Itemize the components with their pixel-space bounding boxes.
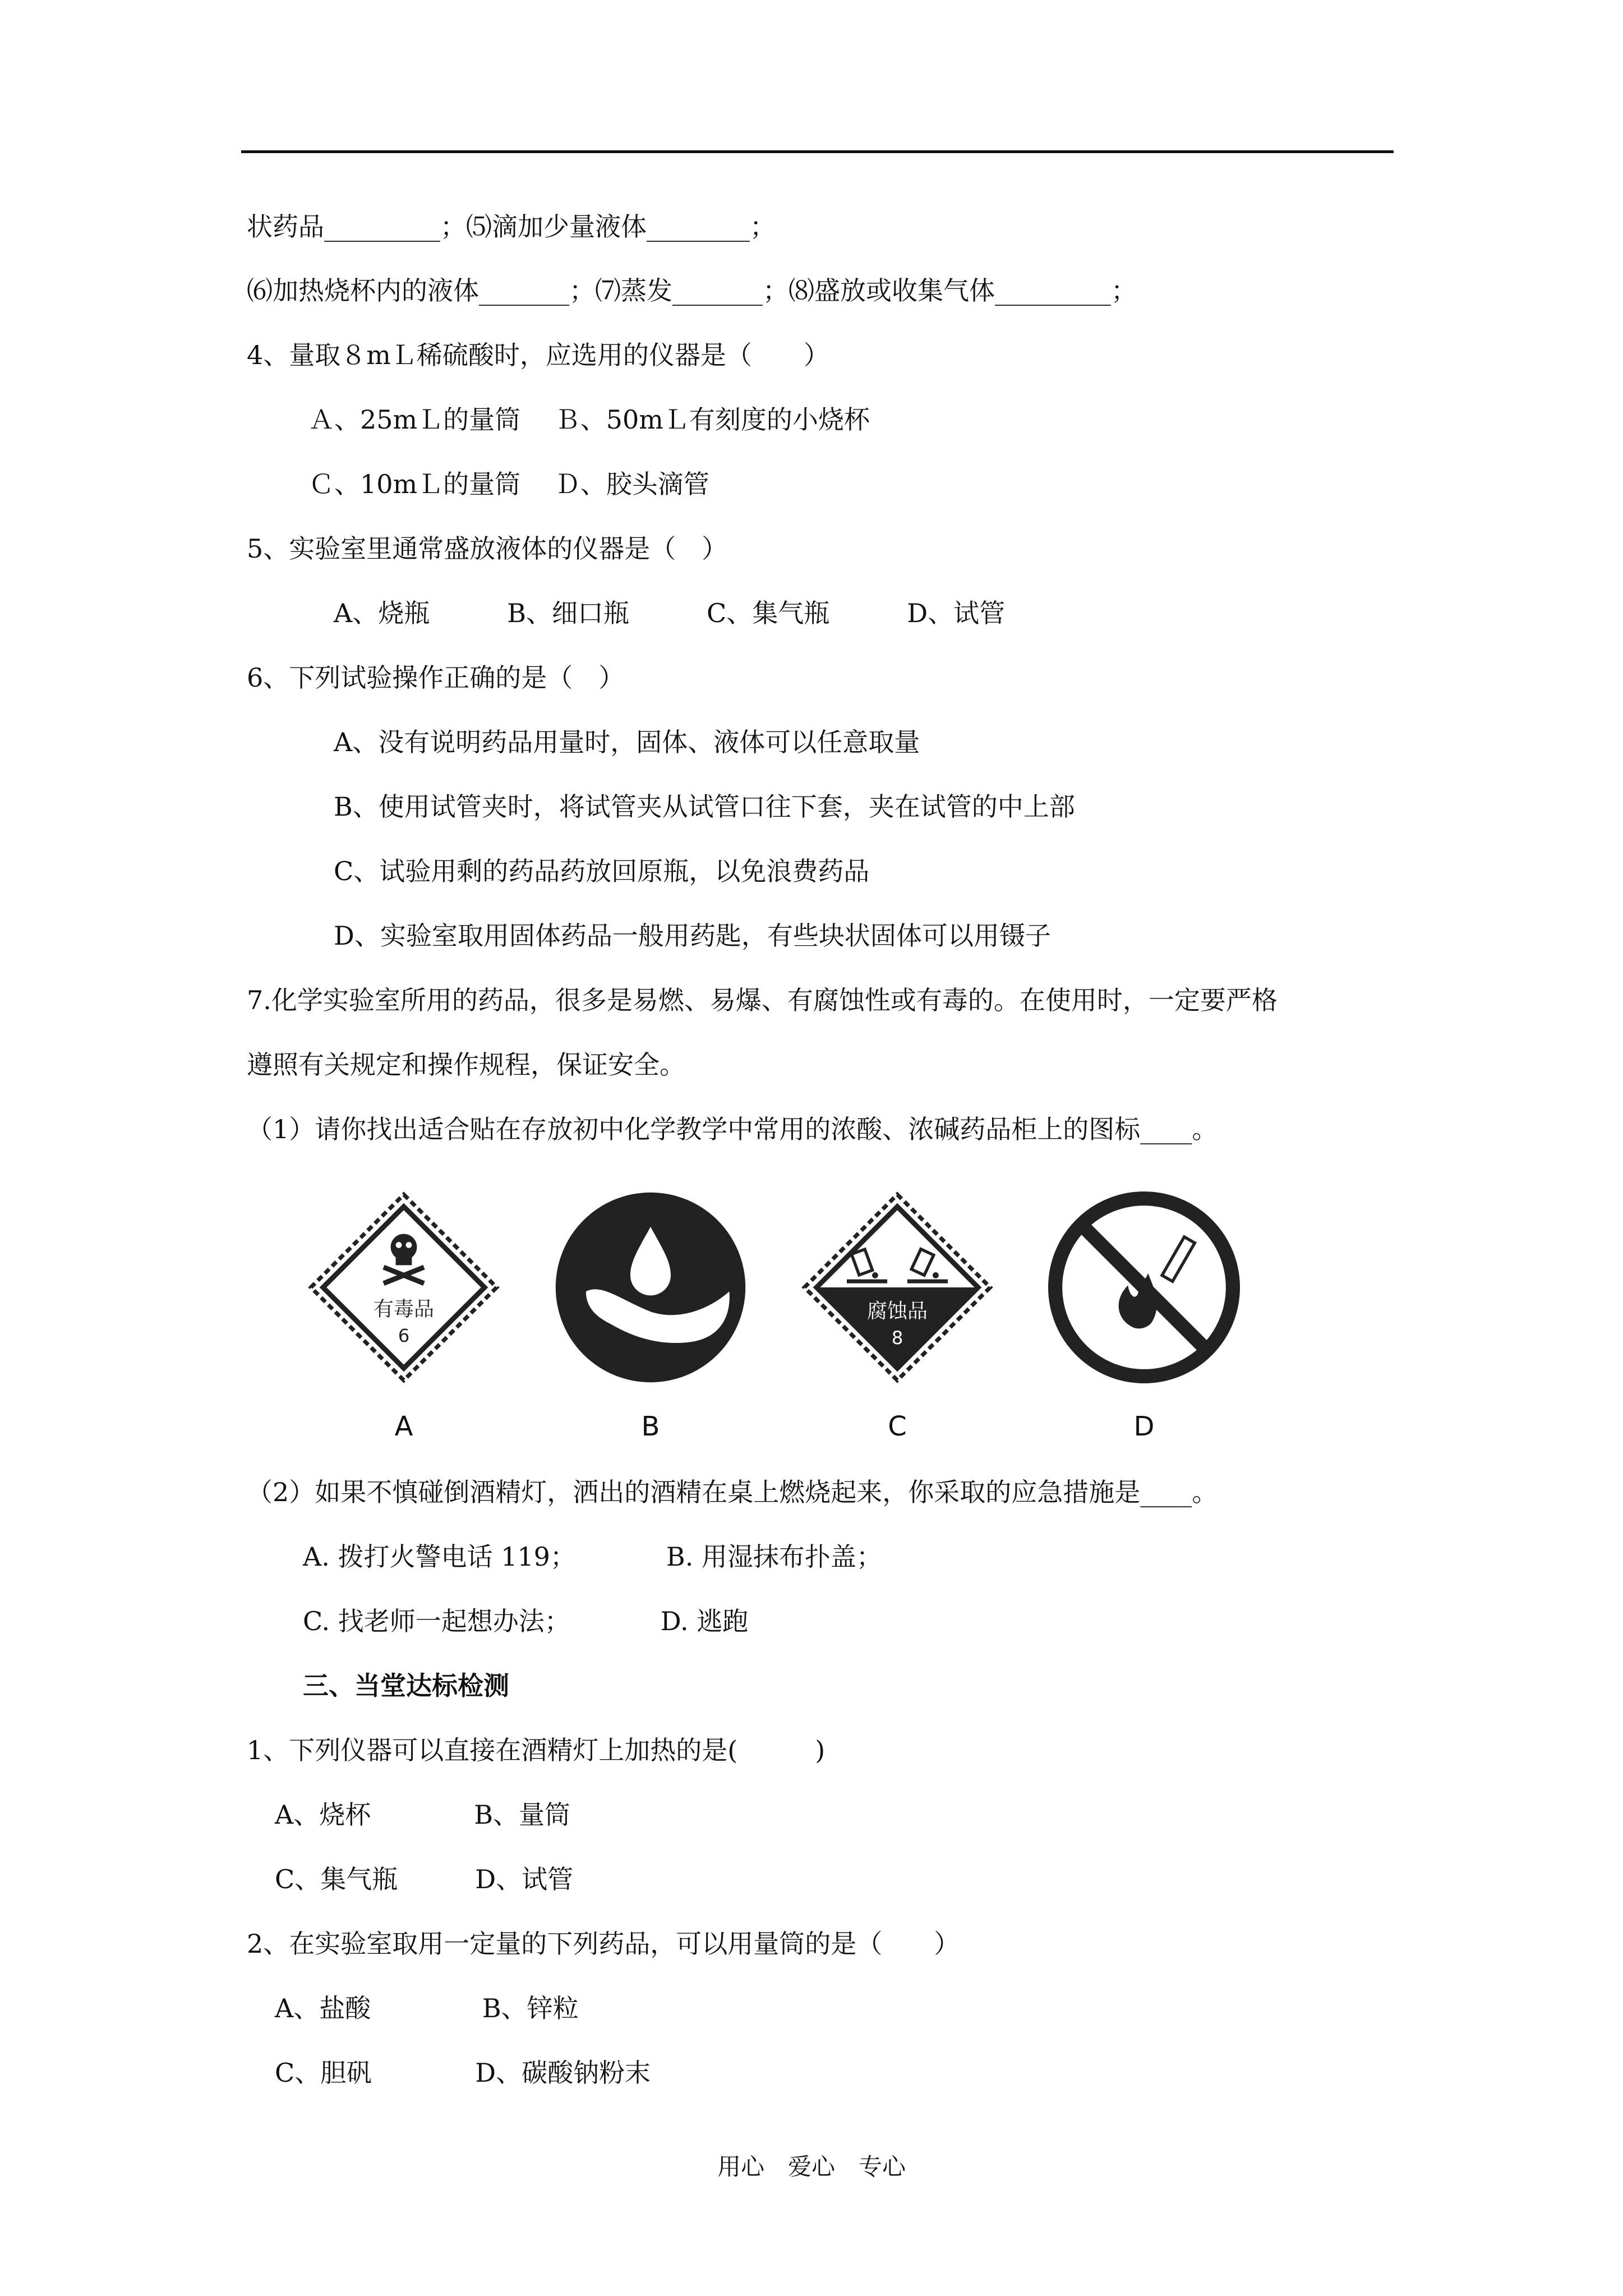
- q6-option-b: B、使用试管夹时，将试管夹从试管口往下套，夹在试管的中上部: [334, 792, 1075, 822]
- question-7-line-2: 遵照有关规定和操作规程，保证安全。: [247, 1050, 685, 1080]
- q5-options: A、烧瓶 B、细口瓶 C、集气瓶 D、试管: [334, 598, 1006, 628]
- test-question-2: 2、在实验室取用一定量的下列药品，可以用量筒的是（ ）: [247, 1929, 960, 1959]
- test-q2-options-cd: C、胆矾 D、碳酸钠粉末: [275, 2058, 651, 2088]
- svg-text:腐蚀品: 腐蚀品: [866, 1300, 928, 1323]
- corrosive-sign-icon: [796, 1186, 998, 1388]
- icon-label-b: B: [641, 1411, 660, 1442]
- no-fire-sign-icon: [1043, 1186, 1245, 1388]
- svg-text:6: 6: [398, 1325, 410, 1347]
- question-6: 6、下列试验操作正确的是（ ）: [247, 662, 625, 693]
- icon-label-c: C: [888, 1411, 907, 1442]
- q7-2-options-ab: A. 拨打火警电话 119； B. 用湿抹布扑盖；: [303, 1542, 882, 1572]
- q7-2-options-cd: C. 找老师一起想办法； D. 逃跑: [303, 1606, 749, 1636]
- question-line-3-cont-2: ⑹加热烧杯内的液体_______；⑺蒸发_______；⑻盛放或收集气体_________；: [247, 275, 1137, 306]
- water-drop-sign-icon: [550, 1186, 751, 1388]
- question-7-part-2: （2）如果不慎碰倒酒精灯，洒出的酒精在桌上燃烧起来，你采取的应急措施是____。: [247, 1477, 1218, 1507]
- header-rule: [241, 150, 1394, 153]
- q4-options-ab: Ａ、25mＬ的量筒 Ｂ、50mＬ有刻度的小烧杯: [308, 404, 870, 435]
- q6-option-c: C、试验用剩的药品药放回原瓶，以免浪费药品: [334, 856, 870, 886]
- question-line-3-cont: 状药品_________；⑸滴加少量液体________；: [247, 211, 776, 242]
- hazard-icons-row: [303, 1186, 1290, 1444]
- q4-options-cd: Ｃ、10mＬ的量筒 Ｄ、胶头滴管: [308, 469, 709, 499]
- svg-text:有毒品: 有毒品: [373, 1297, 435, 1321]
- toxic-sign-icon: [303, 1186, 505, 1388]
- test-q1-options-ab: A、烧杯 B、量筒: [275, 1800, 571, 1830]
- section-heading: 三、当堂达标检测: [303, 1671, 509, 1701]
- test-question-1: 1、下列仪器可以直接在酒精灯上加热的是( ): [247, 1735, 826, 1765]
- svg-text:8: 8: [891, 1327, 903, 1349]
- test-q2-options-ab: A、盐酸 B、锌粒: [275, 1993, 579, 2023]
- question-5: 5、实验室里通常盛放液体的仪器是（ ）: [247, 533, 728, 564]
- question-7-part-1: （1）请你找出适合贴在存放初中化学教学中常用的浓酸、浓碱药品柜上的图标____。: [247, 1114, 1218, 1144]
- question-4: 4、量取８mＬ稀硫酸时，应选用的仪器是（ ）: [247, 340, 829, 370]
- icon-label-d: D: [1133, 1411, 1155, 1442]
- page-footer: 用心 爱心 专心: [717, 2153, 906, 2180]
- q6-option-a: A、没有说明药品用量时，固体、液体可以任意取量: [334, 727, 920, 757]
- q6-option-d: D、实验室取用固体药品一般用药匙，有些块状固体可以用镊子: [334, 921, 1051, 951]
- question-7-line-1: 7.化学实验室所用的药品，很多是易燃、易爆、有腐蚀性或有毒的。在使用时，一定要严格: [247, 985, 1278, 1015]
- icon-label-a: A: [394, 1411, 413, 1442]
- test-q1-options-cd: C、集气瓶 D、试管: [275, 1864, 574, 1894]
